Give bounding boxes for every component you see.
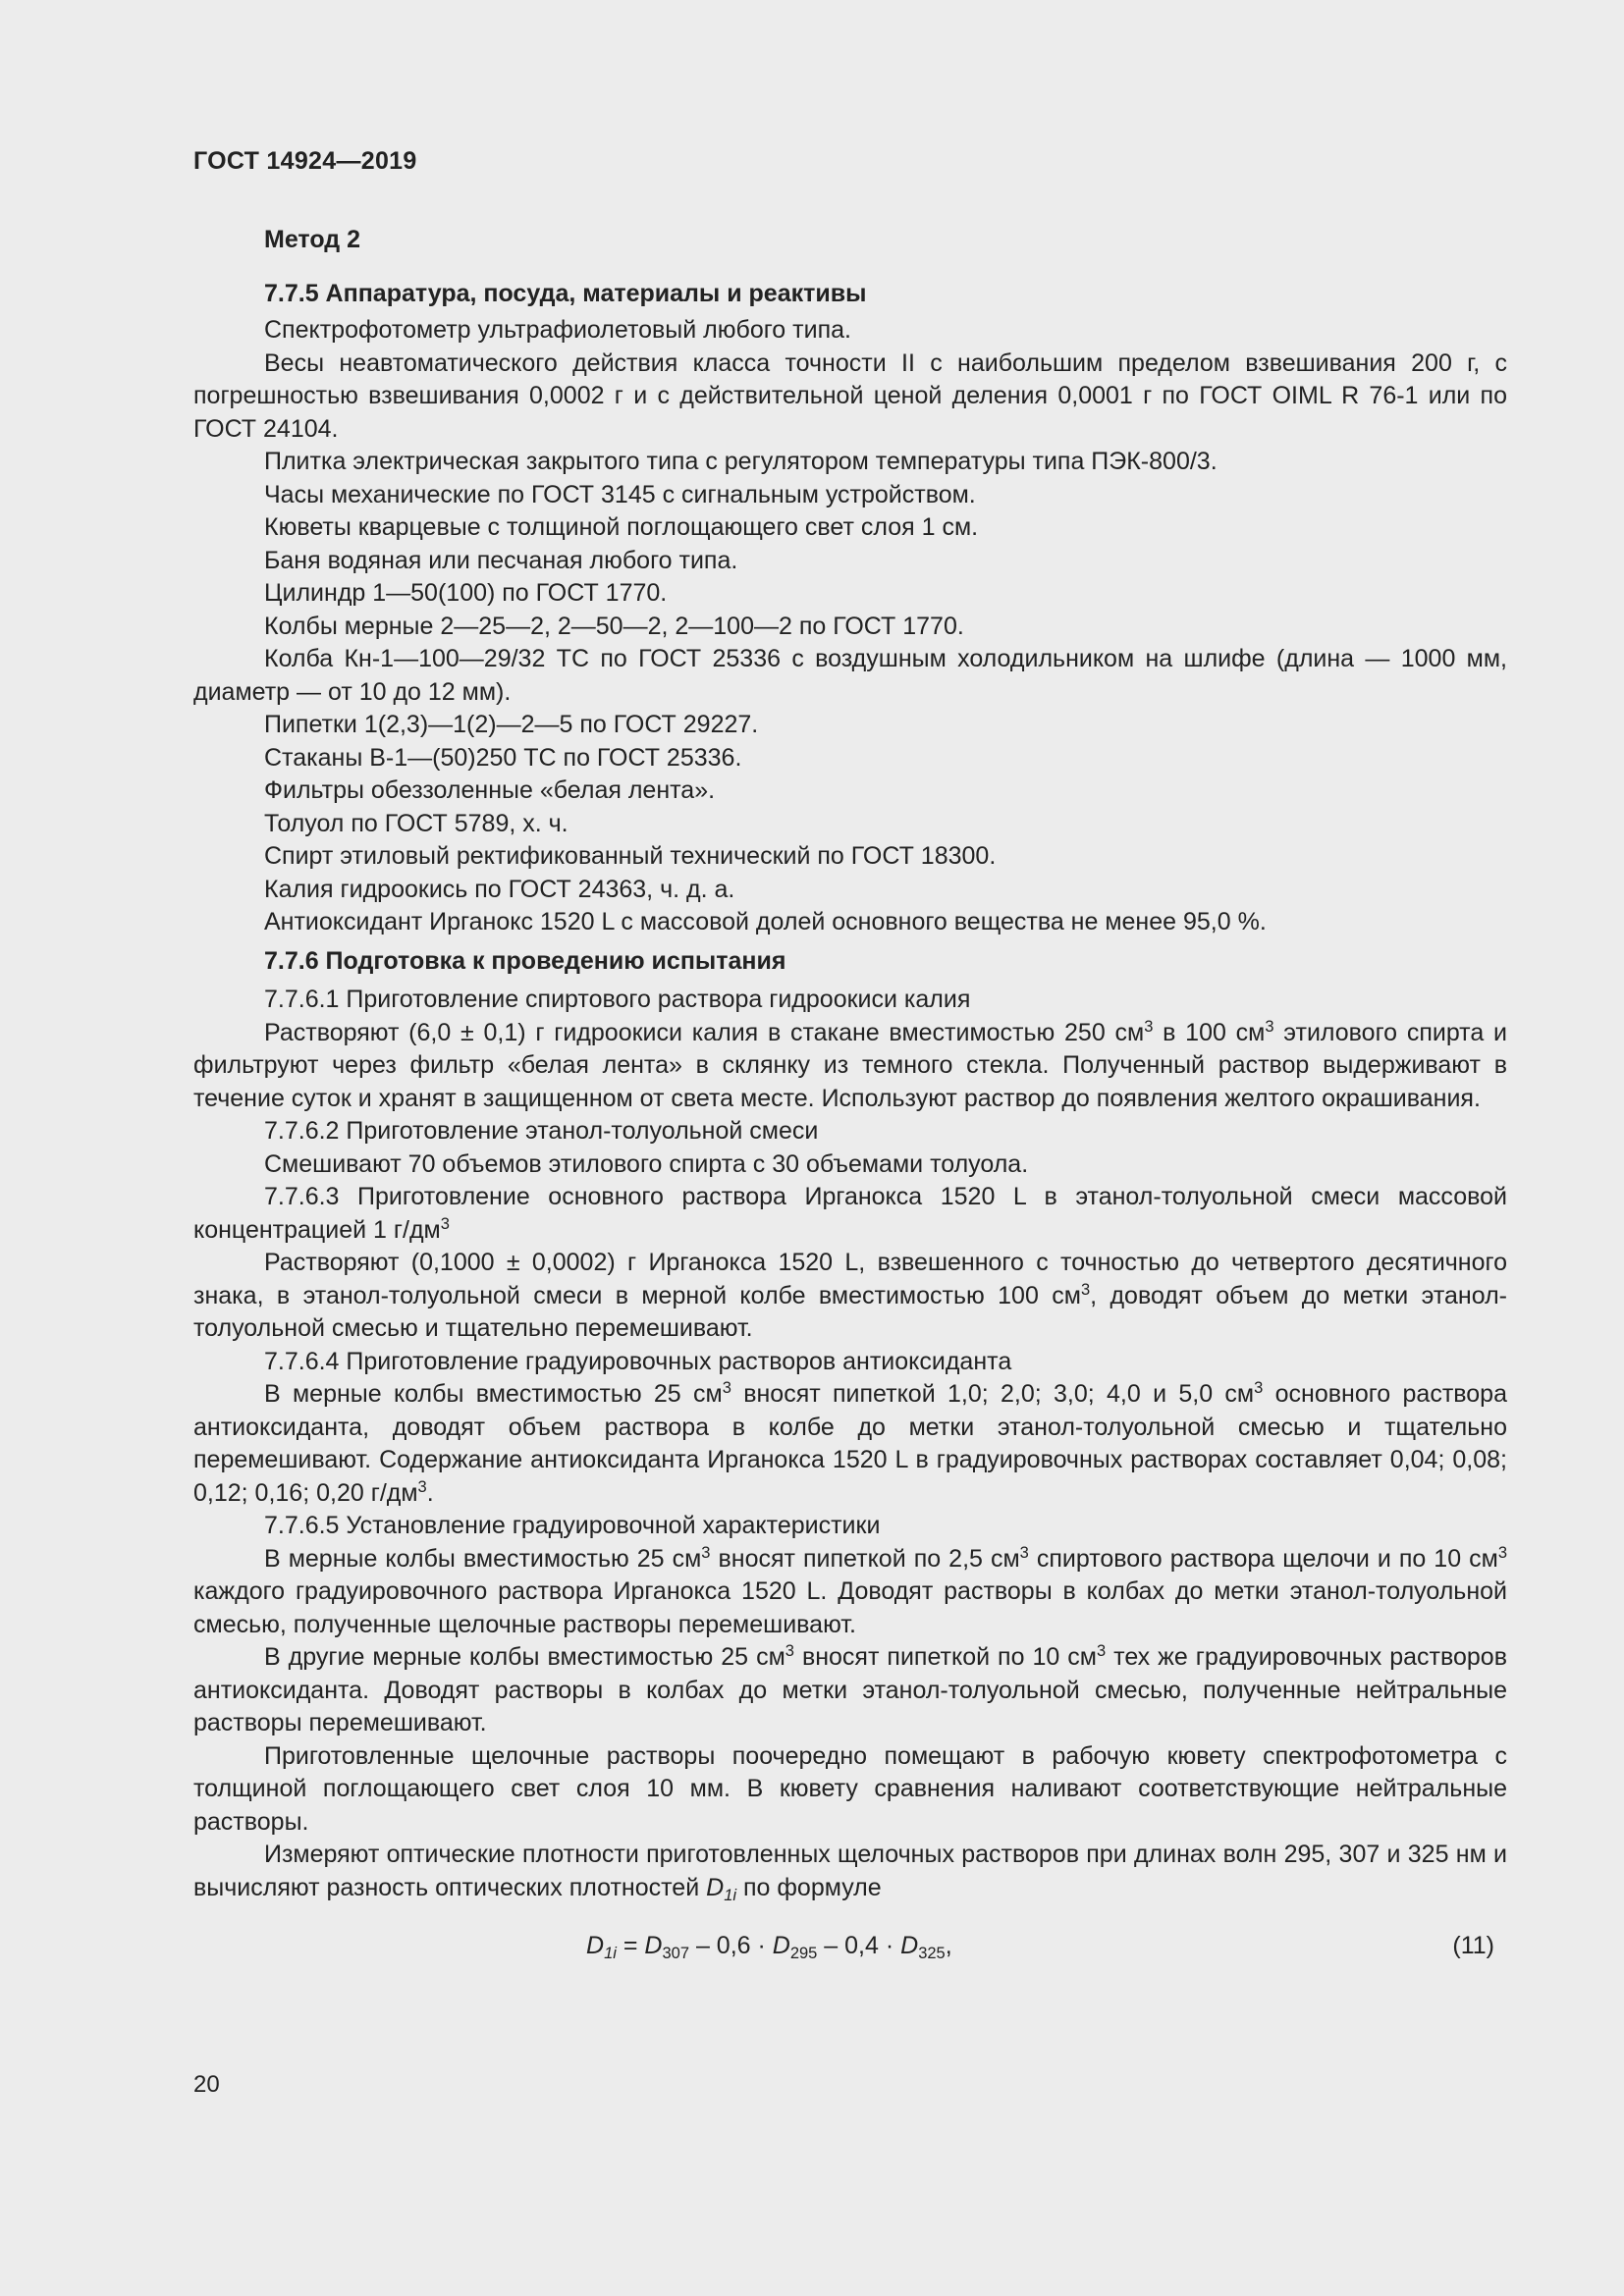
equipment-item: Толуол по ГОСТ 5789, х. ч. bbox=[264, 809, 568, 837]
subsection-7-7-6-4-text: В мерные колбы вместимостью 25 $см^3$ вносят пипеткой 1,0; 2,0; 3,0; 4,0 и 5,0 $см^3$ основного раствора антиоксиданта, доводят объем раствора в колбе до метки этанол-толуольной смесью и тщательно перемешивают. Содержание антиоксиданта Ирганокса 1520 L в градуировочных растворах составляет 0,04; 0,08; 0,12; 0,16; 0,20 $г/дм^3$. bbox=[193, 1378, 1507, 1507]
equipment-item: Кюветы кварцевые с толщиной поглощающего свет слоя 1 см. bbox=[264, 513, 979, 541]
page-number: 20 bbox=[193, 2071, 220, 2098]
document-header: ГОСТ 14924—2019 bbox=[193, 147, 417, 175]
equipment-item: Антиоксидант Ирганокс 1520 L с массовой долей основного вещества не менее 95,0 %. bbox=[264, 908, 1267, 935]
formula-number: (11) bbox=[1452, 1932, 1494, 1959]
equipment-item: Калия гидроокись по ГОСТ 24363, ч. д. а. bbox=[264, 875, 735, 903]
equipment-item: Весы неавтоматического действия класса точности II с наибольшим пределом взвешивания 200 г, с погрешностью взвешивания 0,0002 г и с действительной ценой деления 0,0001 г по ГОСТ OIML R 76-1 или по ГОСТ 24104. bbox=[193, 348, 1507, 443]
section-7-7-5-title: 7.7.5 Аппаратура, посуда, материалы и реактивы bbox=[264, 279, 867, 307]
subsection-7-7-6-2-title: 7.7.6.2 Приготовление этанол-толуольной смеси bbox=[264, 1117, 819, 1145]
equipment-item: Колбы мерные 2—25—2, 2—50—2, 2—100—2 по ГОСТ 1770. bbox=[264, 612, 964, 640]
equipment-item: Плитка электрическая закрытого типа с регулятором температуры типа ПЭК-800/3. bbox=[264, 448, 1218, 475]
subsection-7-7-6-5-paragraph: В другие мерные колбы вместимостью 25 $см^3$ вносят пипеткой по 10 $см^3$ тех же градуировочных растворов антиоксиданта. Доводят растворы в колбах до метки этанол-толуольной смесью, полученные нейтральные растворы перемешивают. bbox=[193, 1641, 1507, 1736]
subsection-7-7-6-1-text: Растворяют (6,0 ± 0,1) г гидроокиси калия в стакане вместимостью 250 $см^3$ в 100 $см^3$ этилового спирта и фильтруют через фильтр «белая лента» в склянку из темного стекла. Полученный раствор выдерживают в течение суток и хранят в защищенном от света месте. Используют раствор до появления желтого окрашивания. bbox=[193, 1017, 1507, 1112]
section-7-7-6-title: 7.7.6 Подготовка к проведению испытания bbox=[264, 946, 786, 975]
equipment-item: Пипетки 1(2,3)—1(2)—2—5 по ГОСТ 29227. bbox=[264, 711, 759, 738]
subsection-7-7-6-3-title: 7.7.6.3 Приготовление основного раствора Ирганокса 1520 L в этанол-толуольной смеси массовой концентрацией 1 $г/дм^3$ bbox=[193, 1183, 1507, 1244]
subsection-7-7-6-4-title: 7.7.6.4 Приготовление градуировочных растворов антиоксиданта bbox=[264, 1347, 1012, 1375]
equipment-item: Фильтры обеззоленные «белая лента». bbox=[264, 776, 716, 804]
subsection-7-7-6-5-paragraph: В мерные колбы вместимостью 25 $см^3$ вносят пипеткой по 2,5 $см^3$ спиртового раствора щелочи и по 10 $см^3$ каждого градуировочного раствора Ирганокса 1520 L. Доводят растворы в колбах до метки этанол-толуольной смесью, полученные щелочные растворы перемешивают. bbox=[193, 1543, 1508, 1638]
equipment-item: Баня водяная или песчаная любого типа. bbox=[264, 546, 738, 574]
page-content bbox=[193, 224, 1507, 1969]
subsection-7-7-6-1-title: 7.7.6.1 Приготовление спиртового раствора гидроокиси калия bbox=[264, 986, 971, 1013]
subsection-7-7-6-5-paragraph: Приготовленные щелочные растворы поочередно помещают в рабочую кювету спектрофотометра с толщиной поглощающего свет слоя 10 мм. В кювету сравнения наливают соответствующие нейтральные растворы. bbox=[193, 1741, 1507, 1836]
equipment-item: Стаканы В-1—(50)250 ТС по ГОСТ 25336. bbox=[264, 743, 742, 772]
equipment-item: Спирт этиловый ректификованный технический по ГОСТ 18300. bbox=[264, 842, 997, 870]
equipment-item: Колба Кн-1—100—29/32 ТС по ГОСТ 25336 с воздушным холодильником на шлифе (длина — 1000 мм, диаметр — от 10 до 12 мм). bbox=[193, 645, 1507, 706]
equipment-item: Часы механические по ГОСТ 3145 с сигнальным устройством. bbox=[264, 480, 976, 508]
equipment-item: Цилиндр 1—50(100) по ГОСТ 1770. bbox=[264, 579, 668, 607]
subsection-7-7-6-5-paragraph: Измеряют оптические плотности приготовленных щелочных растворов при длинах волн 295, 307 и 325 нм и вычисляют разность оптических плотностей $D_{1i}$ по формуле bbox=[193, 1841, 1507, 1904]
equipment-item: Спектрофотометр ультрафиолетовый любого типа. bbox=[264, 316, 851, 344]
method-title: Метод 2 bbox=[264, 226, 360, 253]
formula-11 bbox=[193, 1930, 1507, 1969]
subsection-7-7-6-2-text: Смешивают 70 объемов этилового спирта с 30 объемами толуола. bbox=[264, 1149, 1029, 1178]
formula-expression: $D_{1i} = D_{307} - 0,6 \cdot D_{295} - 0,4 \cdot D_{325}$, bbox=[586, 1932, 952, 1962]
subsection-7-7-6-3-text: Растворяют (0,1000 ± 0,0002) г Ирганокса 1520 L, взвешенного с точностью до четвертого десятичного знака, в этанол-толуольной смеси в мерной колбе вместимостью 100 $см^3$, доводят объем до метки этанол-толуольной смесью и тщательно перемешивают. bbox=[193, 1249, 1508, 1342]
subsection-7-7-6-5-title: 7.7.6.5 Установление градуировочной характеристики bbox=[264, 1512, 881, 1539]
